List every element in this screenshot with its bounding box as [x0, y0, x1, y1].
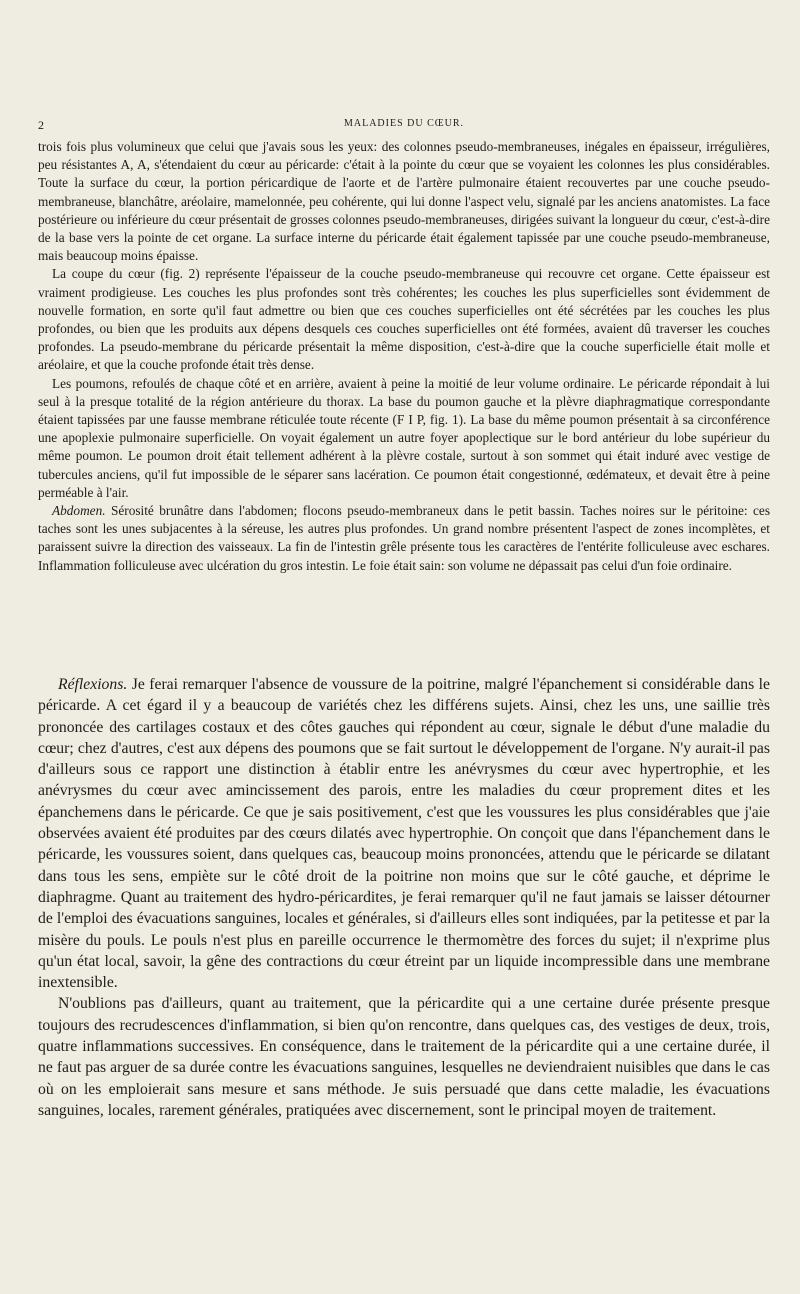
abdomen-text: Sérosité brunâtre dans l'abdomen; flocons pseudo-membraneux dans le petit bassin. Taches noires sur le péritoine: ces taches sont les unes subjacentes à la séreuse, les autres plus profondes. Un grand nombre présentent l'aspect de zones incomplètes, et paraissent suivre la direction des vaisseaux. La fin de l'intestin grêle présente tous les caractères de l'entérite folliculeuse avec eschares. Inflammation folliculeuse avec ulcération du gros intestin. Le foie était sain: son volume ne dépassait pas celui d'un foie ordinaire.	[38, 503, 770, 573]
paragraph-heart-description: trois fois plus volumineux que celui que j'avais sous les yeux: des colonnes pseudo-membraneuses, inégales en épaisseur, irrégulières, peu résistantes A, A, s'étendaient du cœur au péricarde: c'était à la pointe du cœur que se voyaient les colonnes les plus considérables. Toute la surface du cœur, la portion péricardique de l'aorte et de l'artère pulmonaire étaient recouvertes par une couche pseudo-membraneuse, blanchâtre, aréolaire, mamelonnée, peu cohérente, qui lui donne l'aspect velu, signalé par les anciens anatomistes. La face postérieure ou inférieure du cœur présentait de grosses colonnes pseudo-membraneuses, dirigées suivant la longueur du cœur, c'est-à-dire de la base vers la pointe de cet organe. La surface interne du péricarde était également tapissée par une couche pseudo-membraneuse, mais beaucoup moins épaisse.	[38, 139, 770, 264]
reflections-text	[38, 674, 770, 1121]
paragraph-heart-section: La coupe du cœur (fig. 2) représente l'épaisseur de la couche pseudo-membraneuse qui recouvre cet organe. Cette épaisseur est vraiment prodigieuse. Les couches les plus profondes sont très cohérentes; les couches les plus superficielles sont évidemment de nouvelle formation, en sorte qu'il faut admettre ou bien que ces couches superficielles ont été sécrétées par les couches les plus profondes, ou bien que les produits aux dépens desquels ces couches superficielles ont été formées, avaient dû traverser les couches profondes. La pseudo-membrane du péricarde présentait la même disposition, c'est-à-dire que la couche superficielle était molle et aréolaire, et que la couche profonde était très dense.	[38, 266, 770, 373]
paragraph-reflexions	[38, 674, 770, 993]
page-header	[38, 118, 770, 134]
paragraph-abdomen	[38, 502, 770, 575]
abdomen-heading: Abdomen.	[52, 503, 106, 519]
paragraph-lungs: Les poumons, refoulés de chaque côté et en arrière, avaient à peine la moitié de leur volume ordinaire. Le péricarde répondait à lui seul à la presque totalité de la région antérieure du thorax. La base du poumon gauche et la plèvre diaphragmatique correspondante étaient tapissées par une fausse membrane réticulée toute récente (F I P, fig. 1). La base du même poumon présentait à sa circonférence une apoplexie pulmonaire superficielle. On voyait également un autre foyer apoplectique sur le bord antérieur du lobe supérieur du même poumon. Le poumon droit était tellement adhérent à la plèvre costale, surtout à son sommet qui était induré avec vestige de tubercules anciens, qu'il fut impossible de le séparer sans lacération. Ce poumon était congestionné, œdémateux, et devait être à peine perméable à l'air.	[38, 375, 770, 500]
page-number: 2	[38, 118, 44, 132]
paragraph-treatment: N'oublions pas d'ailleurs, quant au traitement, que la péricardite qui a une certaine durée présente presque toujours des recrudescences d'inflammation, si bien qu'on rencontre, dans quelques cas, des vestiges de deux, trois, quatre inflammations successives. En conséquence, dans le traitement de la péricardite qui a une certaine durée, il ne faut pas arguer de sa durée contre les évacuations sanguines, lesquelles ne deviendraient nuisibles que dans le cas où on les emploierait sans mesure et sans méthode. Je suis persuadé que dans cette maladie, les évacuations sanguines, locales, rarement générales, pratiquées avec discernement, sont le principal moyen de traitement.	[38, 995, 770, 1119]
reflexions-text: Je ferai remarquer l'absence de voussure de la poitrine, malgré l'épanchement si considérable dans le péricarde. A cet égard il y a beaucoup de variétés chez les différens sujets. Ainsi, chez les uns, une saillie très prononcée des cartilages costaux et des côtes gauches qui répondent au cœur, signale le début d'une maladie du cœur; chez d'autres, c'est aux dépens des poumons que se fait surtout le développement de l'organe. N'y aurait-il pas d'ailleurs sous ce rapport une distinction à établir entre les anévrysmes du cœur avec hypertrophie, et les anévrysmes du cœur avec amincissement des parois, entre les maladies du cœur proprement dites et les épanchemens dans le péricarde. Ce que je sais positivement, c'est que les voussures les plus considérables que j'aie observées avaient été produites par des cœurs dilatés avec hypertrophie. On conçoit que dans l'épanchement dans le péricarde, les voussures soient, dans quelques cas, beaucoup moins prononcées, attendu que le péricarde se dilatant dans tous les sens, empiète sur le côté droit de la poitrine non moins que sur le côté gauche, et déprime le diaphragme. Quant au traitement des hydro-péricardites, je ferai remarquer qu'il ne faut jamais se laisser détourner de l'emploi des évacuations sanguines, locales et générales, si d'ailleurs elles sont indiquées, par la petitesse et par la misère du pouls. Le pouls n'est plus en pareille occurrence le thermomètre des forces du sujet; il n'exprime plus qu'un état local, savoir, la gêne des contractions du cœur étreint par un liquide incompressible dans une membrane inextensible.	[38, 676, 770, 992]
running-title: MALADIES DU CŒUR.	[343, 118, 465, 129]
reflexions-heading: Réflexions.	[58, 676, 128, 693]
case-observation-text	[38, 138, 770, 575]
